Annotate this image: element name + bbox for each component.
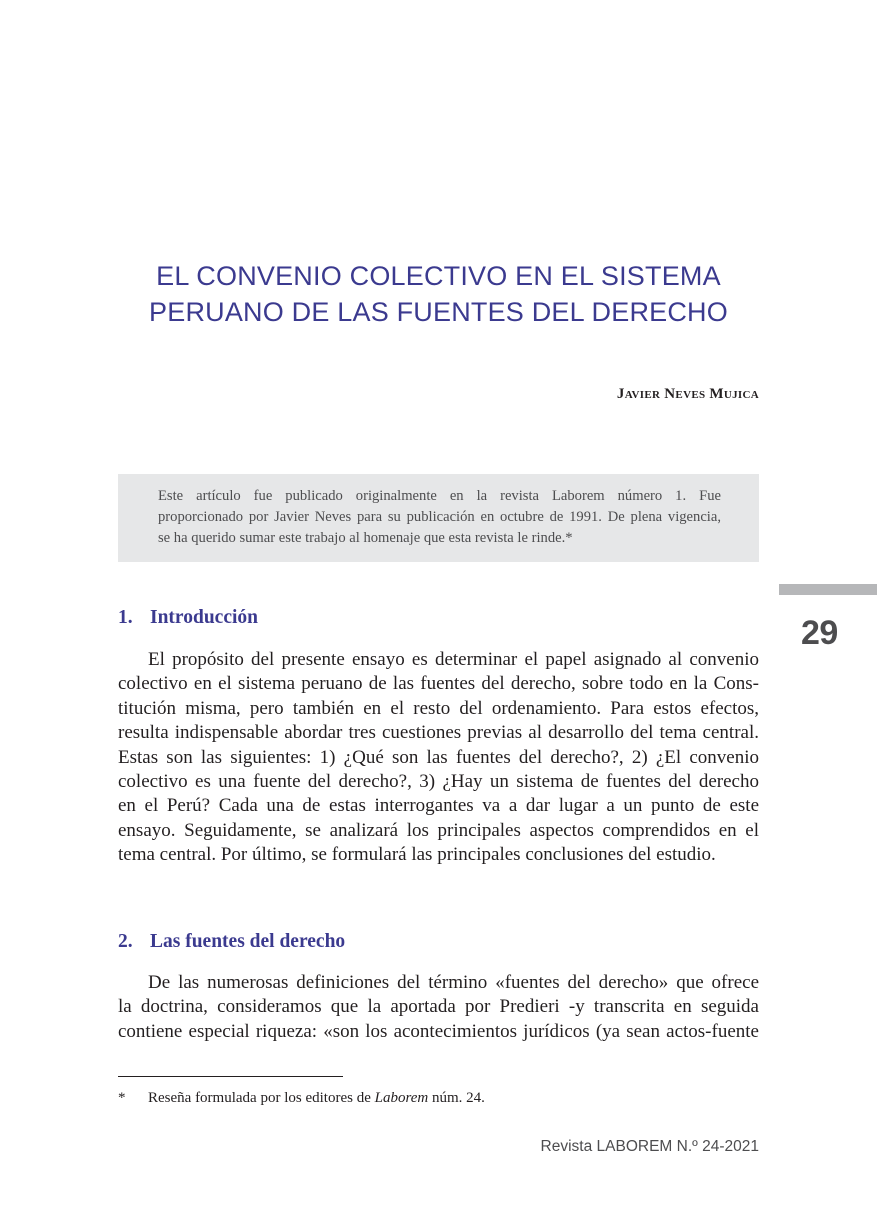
note-line: se ha querido sumar este trabajo al homenaje que esta revista le rinde.* xyxy=(158,530,573,546)
footnote xyxy=(118,1090,485,1107)
paragraph-introduccion xyxy=(118,648,759,868)
article-title xyxy=(0,258,877,330)
paragraph-fuentes xyxy=(118,971,759,1044)
footnote-text-before: Reseña formulada por los editores de xyxy=(148,1090,375,1106)
text-line: titución misma, pero también en el resto del ordenamiento. Para estos efectos, xyxy=(118,697,759,719)
section-title: Las fuentes del derecho xyxy=(150,931,346,952)
text-line: colectivo en el sistema peruano de las fuentes del derecho, sobre todo en la Cons- xyxy=(118,673,759,695)
text-line: ensayo. Seguidamente, se analizará los principales aspectos comprendidos en el xyxy=(118,819,759,841)
text-line: Estas son las siguientes: 1) ¿Qué son las fuentes del derecho?, 2) ¿El convenio xyxy=(118,746,759,768)
text-line: colectivo es una fuente del derecho?, 3) ¿Hay un sistema de fuentes del derecho xyxy=(118,771,759,793)
note-line: proporcionado por Javier Neves para su publicación en octubre de 1991. De plena vigencia, xyxy=(158,509,721,525)
article-title-line-2: PERUANO DE LAS FUENTES DEL DERECHO xyxy=(149,297,728,327)
text-line: De las numerosas definiciones del término «fuentes del derecho» que ofrece xyxy=(148,972,759,993)
footnote-mark: * xyxy=(118,1090,126,1106)
text-line: la doctrina, consideramos que la aportada por Predieri -y transcrita en seguida xyxy=(118,996,759,1018)
page-number: 29 xyxy=(801,614,838,652)
text-line: contiene especial riqueza: «son los acontecimientos jurídicos (ya sean actos-fuente xyxy=(118,1020,759,1042)
article-title-line-1: EL CONVENIO COLECTIVO EN EL SISTEMA xyxy=(156,261,721,291)
editorial-note-box xyxy=(118,474,759,562)
footnote-italic: Laborem xyxy=(374,1090,429,1106)
section-heading-introduccion xyxy=(118,607,258,629)
footnote-text-after: núm. 24. xyxy=(428,1090,485,1106)
text-line: El propósito del presente ensayo es determinar el papel asignado al convenio xyxy=(148,649,759,670)
text-line: resulta indispensable abordar tres cuestiones previas al desarrollo del tema central. xyxy=(118,722,759,744)
text-line: en el Perú? Cada una de estas interrogantes va a dar lugar a un punto de este xyxy=(118,795,759,817)
text-line: tema central. Por último, se formulará las principales conclusiones del estudio. xyxy=(118,844,716,866)
section-number: 1. xyxy=(118,607,133,628)
note-line: Este artículo fue publicado originalmente en la revista Laborem número 1. Fue xyxy=(158,488,721,504)
page-tab-bar xyxy=(779,584,877,595)
section-title: Introducción xyxy=(150,607,258,628)
footnote-divider xyxy=(118,1076,343,1077)
journal-footer: Revista LABOREM N.º 24-2021 xyxy=(540,1138,759,1155)
section-heading-fuentes xyxy=(118,931,345,953)
section-number: 2. xyxy=(118,931,133,952)
author-name: Javier Neves Mujica xyxy=(616,386,759,402)
